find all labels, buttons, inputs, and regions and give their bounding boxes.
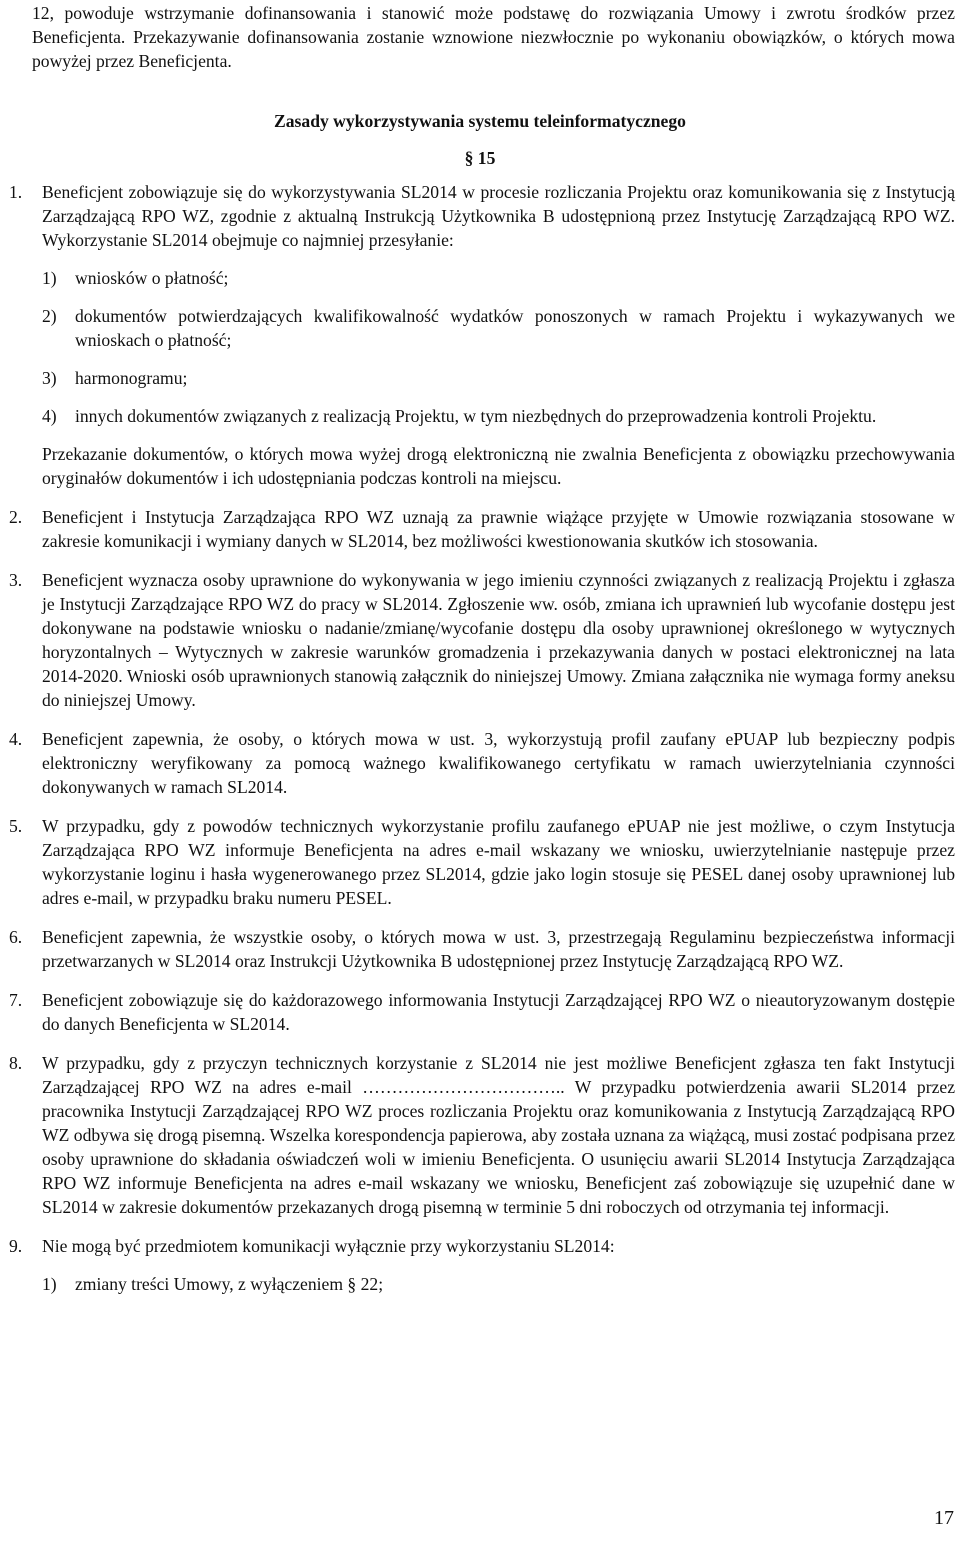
clause-number: 8. xyxy=(9,1053,23,1073)
sub-item-number: 3) xyxy=(42,368,57,388)
clause-number: 5. xyxy=(9,816,23,836)
clause-text: Beneficjent i Instytucja Zarządzająca RPO WZ uznają za prawnie wiążące przyjęte w Umowie rozwiązania stosowane w zakresie komunikacji i wymiany danych w SL2014, bez możliwości kwestionowania skutków ich stosowania. xyxy=(42,507,955,551)
clause-text: Beneficjent zobowiązuje się do wykorzystywania SL2014 w procesie rozliczania Projektu oraz komunikowania się z Instytucją Zarządzającą RPO WZ, zgodnie z aktualną Instrukcją Użytkownika B udostępnioną przez Instytucję Zarządzającą RPO WZ. Wykorzystanie SL2014 obejmuje co najmniej przesyłanie: xyxy=(42,182,955,250)
clause-8 xyxy=(0,1051,960,1219)
clause-number: 6. xyxy=(9,927,23,947)
sub-item xyxy=(42,304,955,352)
intro-paragraph: 12, powoduje wstrzymanie dofinansowania i stanowić może podstawę do rozwiązania Umowy i zwrotu środków przez Beneficjenta. Przekazywanie dofinansowania zostanie wznowione niezwłocznie po wykonaniu obowiązków, o których mowa powyżej przez Beneficjenta. xyxy=(32,3,955,71)
sub-item-text: wniosków o płatność; xyxy=(75,268,229,288)
clause-text: Beneficjent zapewnia, że osoby, o których mowa w ust. 3, wykorzystują profil zaufany ePUAP lub bezpieczny podpis elektroniczny weryfikowany za pomocą ważnego kwalifikowanego certyfikatu w ramach uwierzytelniania czynności dokonywanych w ramach SL2014. xyxy=(42,729,955,797)
clause-7 xyxy=(0,988,960,1036)
sub-item-text: dokumentów potwierdzających kwalifikowalność wydatków ponoszonych w ramach Projektu i wykazywanych we wnioskach o płatność; xyxy=(75,306,955,350)
clause-number: 9. xyxy=(9,1236,23,1256)
clause-number: 4. xyxy=(9,729,23,749)
clause-3 xyxy=(0,568,960,712)
clause-5 xyxy=(0,814,960,910)
clause-number: 1. xyxy=(9,182,23,202)
clause-text: W przypadku, gdy z powodów technicznych wykorzystanie profilu zaufanego ePUAP nie jest możliwe, o czym Instytucja Zarządzająca RPO WZ informuje Beneficjenta na adres e-mail wskazany we wniosku, uwierzytelnianie następuje przez wykorzystanie loginu i hasła wygenerowanego przez SL2014, gdzie jako login stosuje się PESEL danej osoby uprawnionej lub adres e-mail, w przypadku braku numeru PESEL. xyxy=(42,816,955,908)
section-number: § 15 xyxy=(464,148,496,168)
clause-number: 3. xyxy=(9,570,23,590)
page-number: 17 xyxy=(934,1507,954,1529)
clause-1 xyxy=(0,180,960,490)
clause-closing-text: Przekazanie dokumentów, o których mowa wyżej drogą elektroniczną nie zwalnia Beneficjenta z obowiązku przechowywania oryginałów dokumentów i ich udostępniania podczas kontroli na miejscu. xyxy=(42,444,955,488)
clause-2 xyxy=(0,505,960,553)
clause-text: W przypadku, gdy z przyczyn technicznych korzystanie z SL2014 nie jest możliwe Beneficjent zgłasza ten fakt Instytucji Zarządzającej RPO WZ na adres e-mail …………………………….. W przypadku potwierdzenia awarii SL2014 przez pracownika Instytucji Zarządzającej RPO WZ proces rozliczania Projektu oraz komunikowania z Instytucją Zarządzającą RPO WZ odbywa się drogą pisemną. Wszelka korespondencja papierowa, aby została uznana za wiążącą, musi zostać podpisana przez osoby uprawnione do składania oświadczeń woli w imieniu Beneficjenta. O usunięciu awarii SL2014 Instytucja Zarządzająca RPO WZ informuje Beneficjenta na adres e-mail wskazany we wniosku, Beneficjent zaś zobowiązuje się uzupełnić dane w SL2014 w zakresie dokumentów przekazanych drogą pisemną w terminie 5 dni roboczych od otrzymania tej informacji. xyxy=(42,1053,955,1217)
sub-item-text: zmiany treści Umowy, z wyłączeniem § 22; xyxy=(75,1274,384,1294)
sub-item-number: 2) xyxy=(42,306,57,326)
clause-list xyxy=(0,180,960,1296)
clause-number: 2. xyxy=(9,507,23,527)
sub-item xyxy=(42,404,955,428)
clause-text: Beneficjent zapewnia, że wszystkie osoby, o których mowa w ust. 3, przestrzegają Regulaminu bezpieczeństwa informacji przetwarzanych w SL2014 oraz Instrukcji Użytkownika B udostępnionej przez Instytucję Zarządzającą RPO WZ. xyxy=(42,927,955,971)
clause-number: 7. xyxy=(9,990,23,1010)
sub-item-text: harmonogramu; xyxy=(75,368,188,388)
clause-6 xyxy=(0,925,960,973)
sub-item-number: 1) xyxy=(42,1274,57,1294)
sub-item xyxy=(42,266,955,290)
sub-item xyxy=(42,366,955,390)
sub-item-text: innych dokumentów związanych z realizacją Projektu, w tym niezbędnych do przeprowadzenia kontroli Projektu. xyxy=(75,406,877,426)
sub-item xyxy=(42,1272,955,1296)
clause-text: Beneficjent wyznacza osoby uprawnione do wykonywania w jego imieniu czynności związanych z realizacją Projektu i zgłasza je Instytucji Zarządzające RPO WZ do pracy w SL2014. Zgłoszenie ww. osób, zmiana ich uprawnień lub wycofanie dostępu jest dokonywane na podstawie wniosku o nadanie/zmianę/wycofanie dostępu dla osoby uprawnionej określonego w wytycznych horyzontalnych – Wytycznych w zakresie warunków gromadzenia i przekazywania danych w postaci elektronicznej na lata 2014-2020. Wnioski osób uprawnionych stanowią załącznik do niniejszej Umowy. Zmiana załącznika nie wymaga formy aneksu do niniejszej Umowy. xyxy=(42,570,955,710)
clause-9 xyxy=(0,1234,960,1296)
clause-4 xyxy=(0,727,960,799)
section-title: Zasady wykorzystywania systemu teleinformatycznego xyxy=(274,111,686,131)
sub-item-number: 4) xyxy=(42,406,57,426)
sub-item-number: 1) xyxy=(42,268,57,288)
clause-text: Beneficjent zobowiązuje się do każdorazowego informowania Instytucji Zarządzającej RPO WZ o nieautoryzowanym dostępie do danych Beneficjenta w SL2014. xyxy=(42,990,955,1034)
clause-text: Nie mogą być przedmiotem komunikacji wyłącznie przy wykorzystaniu SL2014: xyxy=(42,1236,615,1256)
